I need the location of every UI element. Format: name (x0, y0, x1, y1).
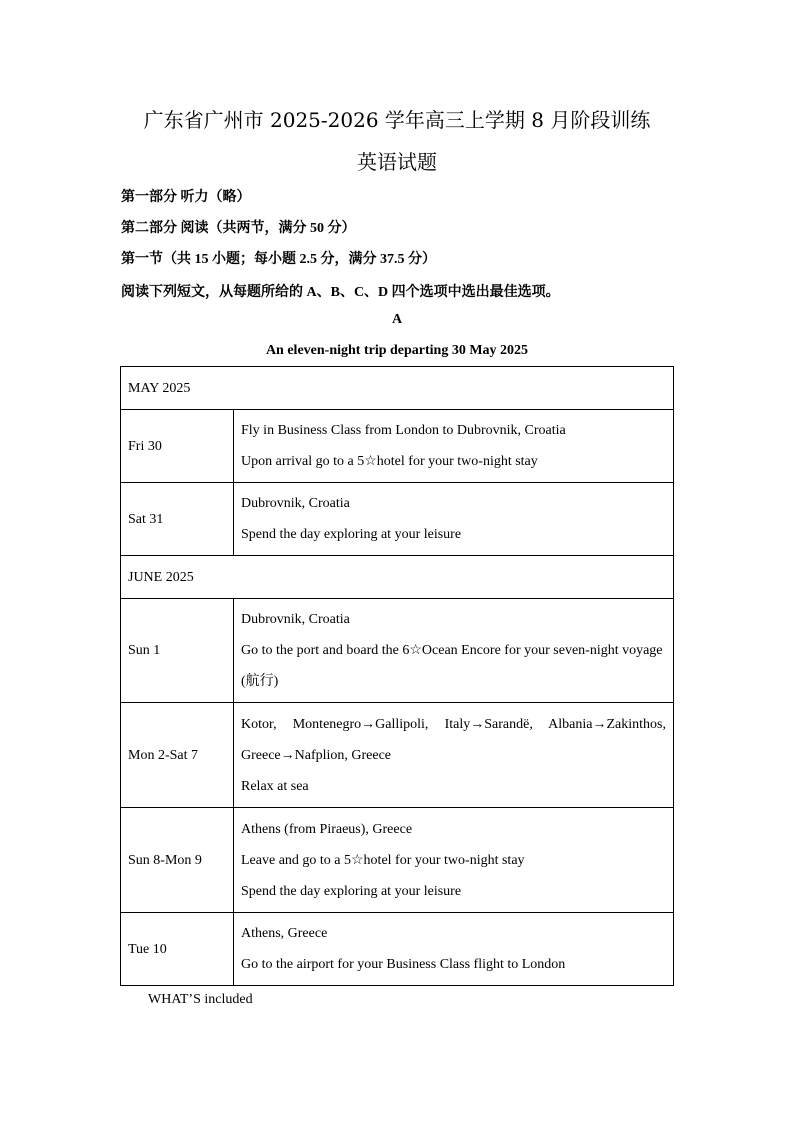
activity-cell (234, 703, 674, 808)
day-cell: Mon 2-Sat 7 (121, 703, 234, 808)
activity-cell (234, 913, 674, 986)
activity-line: Spend the day exploring at your leisure (241, 527, 462, 542)
table-row (121, 599, 674, 703)
month-row (121, 556, 674, 599)
activity-line: Kotor, Montenegro→Gallipoli, Italy→Sarandë, Albania→Zakinthos, (241, 716, 666, 732)
activity-line: Athens, Greece (241, 926, 328, 941)
passage-label: A (391, 312, 403, 327)
table-row (121, 913, 674, 986)
month-cell: JUNE 2025 (121, 556, 674, 599)
activity-line: Athens (from Piraeus), Greece (241, 821, 413, 837)
exam-title: 广东省广州市 2025-2026 学年高三上学期 8 月阶段训练 (143, 108, 651, 132)
section1-heading: 第一节（共 15 小题；每小题 2.5 分，满分 37.5 分） (121, 252, 436, 267)
activity-line: Dubrovnik, Croatia (241, 612, 350, 627)
activity-line: Dubrovnik, Croatia (241, 496, 350, 511)
activity-cell (234, 808, 674, 913)
day-cell: Sun 1 (121, 599, 234, 703)
activity-cell (234, 410, 674, 483)
part2-heading: 第二部分 阅读（共两节，满分 50 分） (121, 221, 356, 236)
activity-cell (234, 483, 674, 556)
table-row (121, 703, 674, 808)
activity-line: Relax at sea (241, 778, 309, 794)
instruction-text: 阅读下列短文，从每题所给的 A、B、C、D 四个选项中选出最佳选项。 (121, 285, 560, 300)
day-cell: Sun 8-Mon 9 (121, 808, 234, 913)
activity-line: Fly in Business Class from London to Dubrovnik, Croatia (241, 423, 566, 438)
day-cell: Tue 10 (121, 913, 234, 986)
activity-cell (234, 599, 674, 703)
table-row (121, 808, 674, 913)
day-cell: Sat 31 (121, 483, 234, 556)
passage-heading: An eleven-night trip departing 30 May 2025 (265, 343, 529, 358)
table-row (121, 410, 674, 483)
activity-line: Leave and go to a 5☆hotel for your two-night stay (241, 852, 525, 868)
table-row (121, 483, 674, 556)
whats-included-heading: WHAT’S included (148, 992, 253, 1007)
activity-line: Upon arrival go to a 5☆hotel for your two-night stay (241, 454, 538, 469)
activity-line: Greece→Nafplion, Greece (241, 747, 392, 763)
part1-heading: 第一部分 听力（略） (121, 190, 251, 205)
month-row (121, 367, 674, 410)
day-cell: Fri 30 (121, 410, 234, 483)
month-cell: MAY 2025 (121, 367, 674, 410)
itinerary-table (120, 366, 674, 986)
activity-line: (航行) (241, 674, 279, 689)
activity-line: Go to the airport for your Business Class flight to London (241, 957, 566, 972)
activity-line: Go to the port and board the 6☆Ocean Encore for your seven-night voyage (241, 643, 663, 658)
activity-line: Spend the day exploring at your leisure (241, 883, 462, 899)
exam-subject: 英语试题 (357, 150, 437, 174)
